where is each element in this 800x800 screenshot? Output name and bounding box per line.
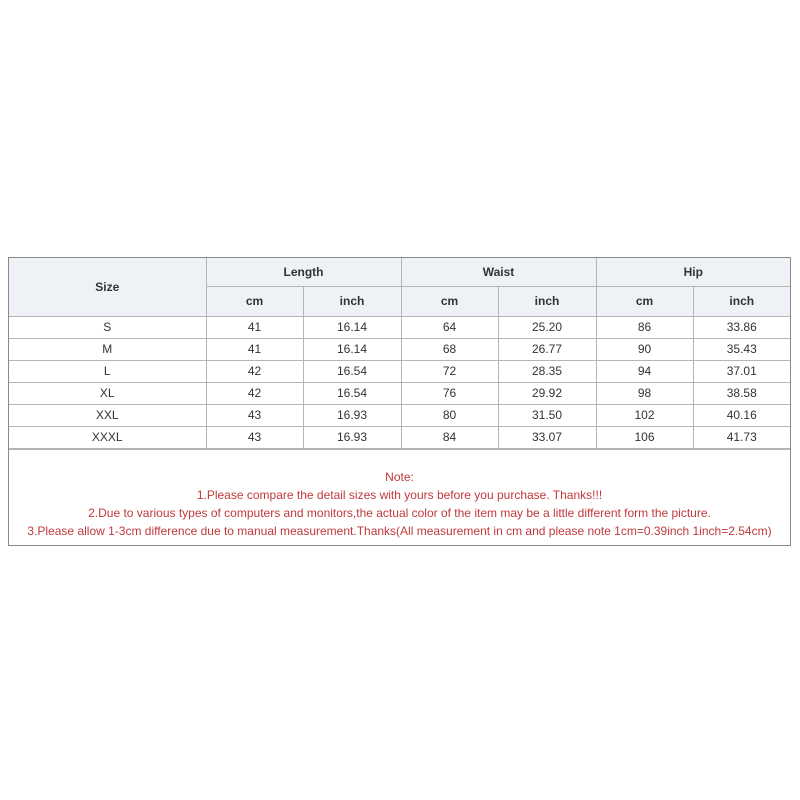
size-cell: S <box>9 316 206 338</box>
size-chart <box>8 257 791 546</box>
table-cell: 16.14 <box>303 316 401 338</box>
table-cell: 102 <box>596 404 693 426</box>
size-header: Size <box>9 258 206 316</box>
size-cell: XXL <box>9 404 206 426</box>
table-row <box>9 382 790 404</box>
table-cell: 31.50 <box>498 404 596 426</box>
table-cell: 29.92 <box>498 382 596 404</box>
notes-section <box>9 449 790 545</box>
table-cell: 106 <box>596 426 693 448</box>
note-title: Note: <box>385 469 414 484</box>
table-cell: 33.86 <box>693 316 790 338</box>
note-line: 1.Please compare the detail sizes with yours before you purchase. Thanks!!! <box>196 487 603 502</box>
unit-header: cm <box>401 286 498 316</box>
table-cell: 64 <box>401 316 498 338</box>
table-cell: 94 <box>596 360 693 382</box>
table-cell: 25.20 <box>498 316 596 338</box>
table-cell: 40.16 <box>693 404 790 426</box>
size-table <box>9 258 790 449</box>
table-cell: 72 <box>401 360 498 382</box>
table-cell: 38.58 <box>693 382 790 404</box>
unit-header: cm <box>206 286 303 316</box>
table-cell: 90 <box>596 338 693 360</box>
table-cell: 16.93 <box>303 404 401 426</box>
note-line: 2.Due to various types of computers and monitors,the actual color of the item may be a little different form the picture. <box>88 506 711 521</box>
note-line: 3.Please allow 1-3cm difference due to manual measurement.Thanks(All measurement in cm and please note 1cm=0.39inch 1inch=2.54cm) <box>27 524 772 539</box>
table-cell: 26.77 <box>498 338 596 360</box>
size-cell: L <box>9 360 206 382</box>
size-cell: M <box>9 338 206 360</box>
hip-header: Hip <box>596 258 790 286</box>
length-header: Length <box>206 258 401 286</box>
table-cell: 16.14 <box>303 338 401 360</box>
table-cell: 43 <box>206 426 303 448</box>
table-cell: 42 <box>206 360 303 382</box>
table-cell: 16.93 <box>303 426 401 448</box>
table-row <box>9 360 790 382</box>
table-cell: 37.01 <box>693 360 790 382</box>
table-row <box>9 338 790 360</box>
table-cell: 41.73 <box>693 426 790 448</box>
size-cell: XXXL <box>9 426 206 448</box>
table-cell: 84 <box>401 426 498 448</box>
table-cell: 41 <box>206 338 303 360</box>
table-cell: 98 <box>596 382 693 404</box>
waist-header: Waist <box>401 258 596 286</box>
table-cell: 42 <box>206 382 303 404</box>
size-cell: XL <box>9 382 206 404</box>
unit-header: inch <box>693 286 790 316</box>
table-cell: 76 <box>401 382 498 404</box>
table-cell: 68 <box>401 338 498 360</box>
table-row <box>9 316 790 338</box>
table-cell: 43 <box>206 404 303 426</box>
table-row <box>9 426 790 448</box>
table-cell: 35.43 <box>693 338 790 360</box>
table-cell: 86 <box>596 316 693 338</box>
table-cell: 16.54 <box>303 382 401 404</box>
table-cell: 28.35 <box>498 360 596 382</box>
unit-header: inch <box>498 286 596 316</box>
table-cell: 41 <box>206 316 303 338</box>
table-cell: 16.54 <box>303 360 401 382</box>
table-row <box>9 404 790 426</box>
unit-header: inch <box>303 286 401 316</box>
table-cell: 80 <box>401 404 498 426</box>
unit-header: cm <box>596 286 693 316</box>
table-cell: 33.07 <box>498 426 596 448</box>
header-row-groups <box>9 258 790 286</box>
